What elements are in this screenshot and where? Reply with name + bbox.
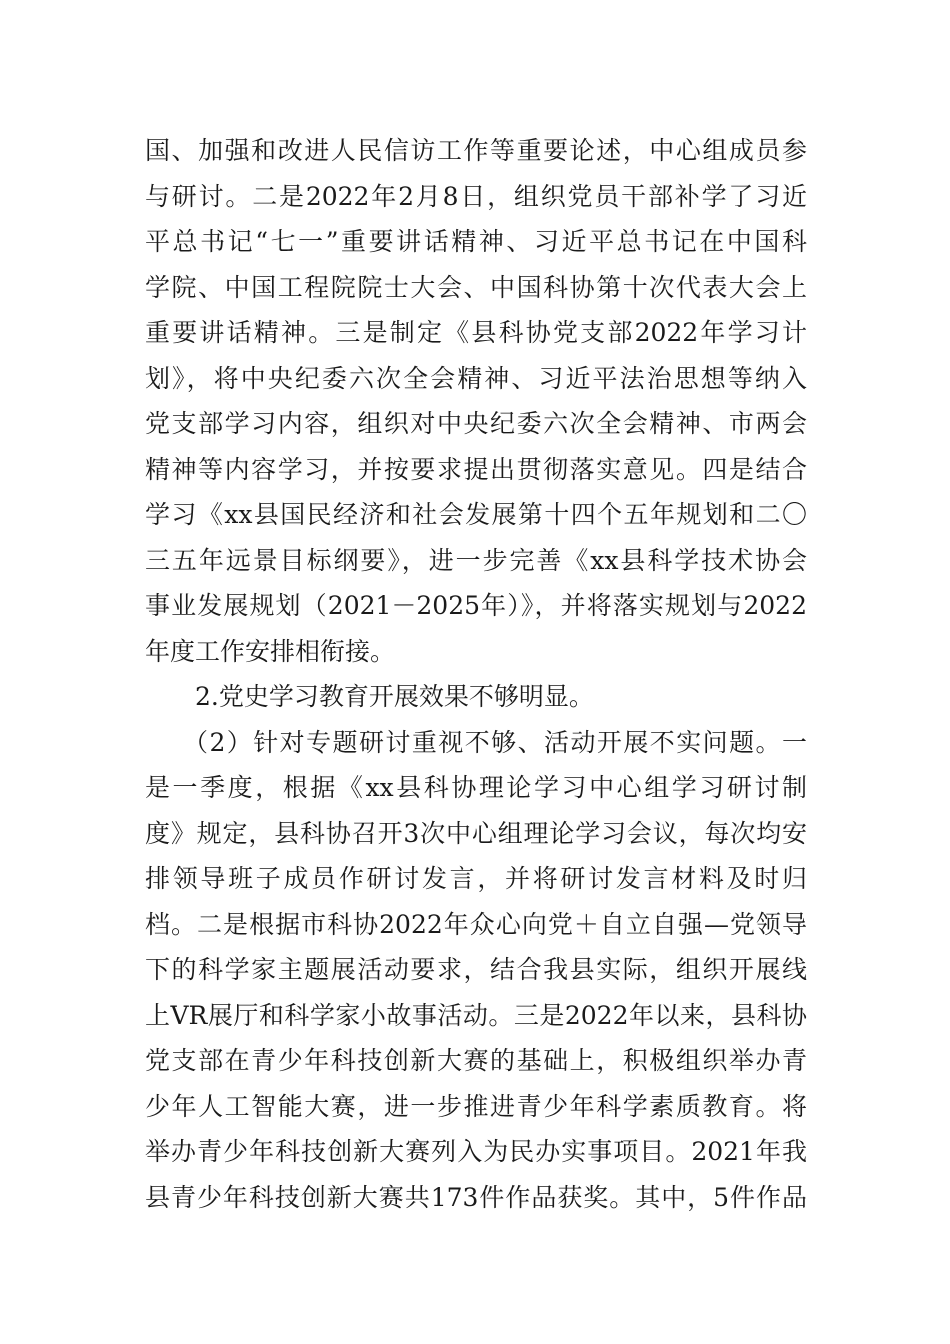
text-line: 年度工作安排相衔接。 — [145, 636, 396, 666]
text-line: 少年人工智能大赛，进一步推进青少年科学素质教育。将 — [145, 1091, 807, 1121]
section-heading: 2.党史学习教育开展效果不够明显。 — [195, 682, 594, 711]
text-line: 档。二是根据市科协2022年众心向党＋自立自强—党领导 — [145, 909, 807, 939]
text-line: 上VR展厅和科学家小故事活动。三是2022年以来，县科协 — [145, 1000, 807, 1030]
text-line: 与研讨。二是2022年2月8日，组织党员干部补学了习近 — [145, 181, 807, 211]
text-line: 重要讲话精神。三是制定《县科协党支部2022年学习计 — [145, 318, 807, 347]
document-body — [145, 128, 807, 1220]
text-line: 事业发展规划（2021－2025年）》，并将落实规划与2022 — [145, 591, 807, 620]
text-line: 学院、中国工程院院士大会、中国科协第十次代表大会上 — [145, 272, 807, 302]
text-line: 举办青少年科技创新大赛列入为民办实事项目。2021年我 — [145, 1137, 807, 1166]
text-line: 党支部学习内容，组织对中央纪委六次全会精神、市两会 — [145, 409, 807, 438]
text-line: 学习《xx县国民经济和社会发展第十四个五年规划和二〇 — [145, 500, 807, 529]
text-line: 划》，将中央纪委六次全会精神、习近平法治思想等纳入 — [145, 363, 807, 393]
text-line: 三五年远景目标纲要》，进一步完善《xx县科学技术协会 — [145, 545, 807, 575]
text-line: 平总书记“七一”重要讲话精神、习近平总书记在中国科 — [145, 227, 807, 256]
text-line: 是一季度，根据《xx县科协理论学习中心组学习研讨制 — [145, 773, 807, 802]
text-line: 县青少年科技创新大赛共173件作品获奖。其中，5件作品 — [145, 1182, 807, 1212]
text-line: 党支部在青少年科技创新大赛的基础上，积极组织举办青 — [145, 1046, 807, 1075]
text-line: 精神等内容学习，并按要求提出贯彻落实意见。四是结合 — [145, 454, 807, 484]
text-line: 国、加强和改进人民信访工作等重要论述，中心组成员参 — [145, 136, 807, 165]
text-line: （2）针对专题研讨重视不够、活动开展不实问题。一 — [183, 727, 807, 757]
text-line: 排领导班子成员作研讨发言，并将研讨发言材料及时归 — [145, 864, 807, 893]
text-line: 度》规定，县科协召开3次中心组理论学习会议，每次均安 — [145, 818, 807, 848]
text-line: 下的科学家主题展活动要求，结合我县实际，组织开展线 — [145, 955, 807, 984]
